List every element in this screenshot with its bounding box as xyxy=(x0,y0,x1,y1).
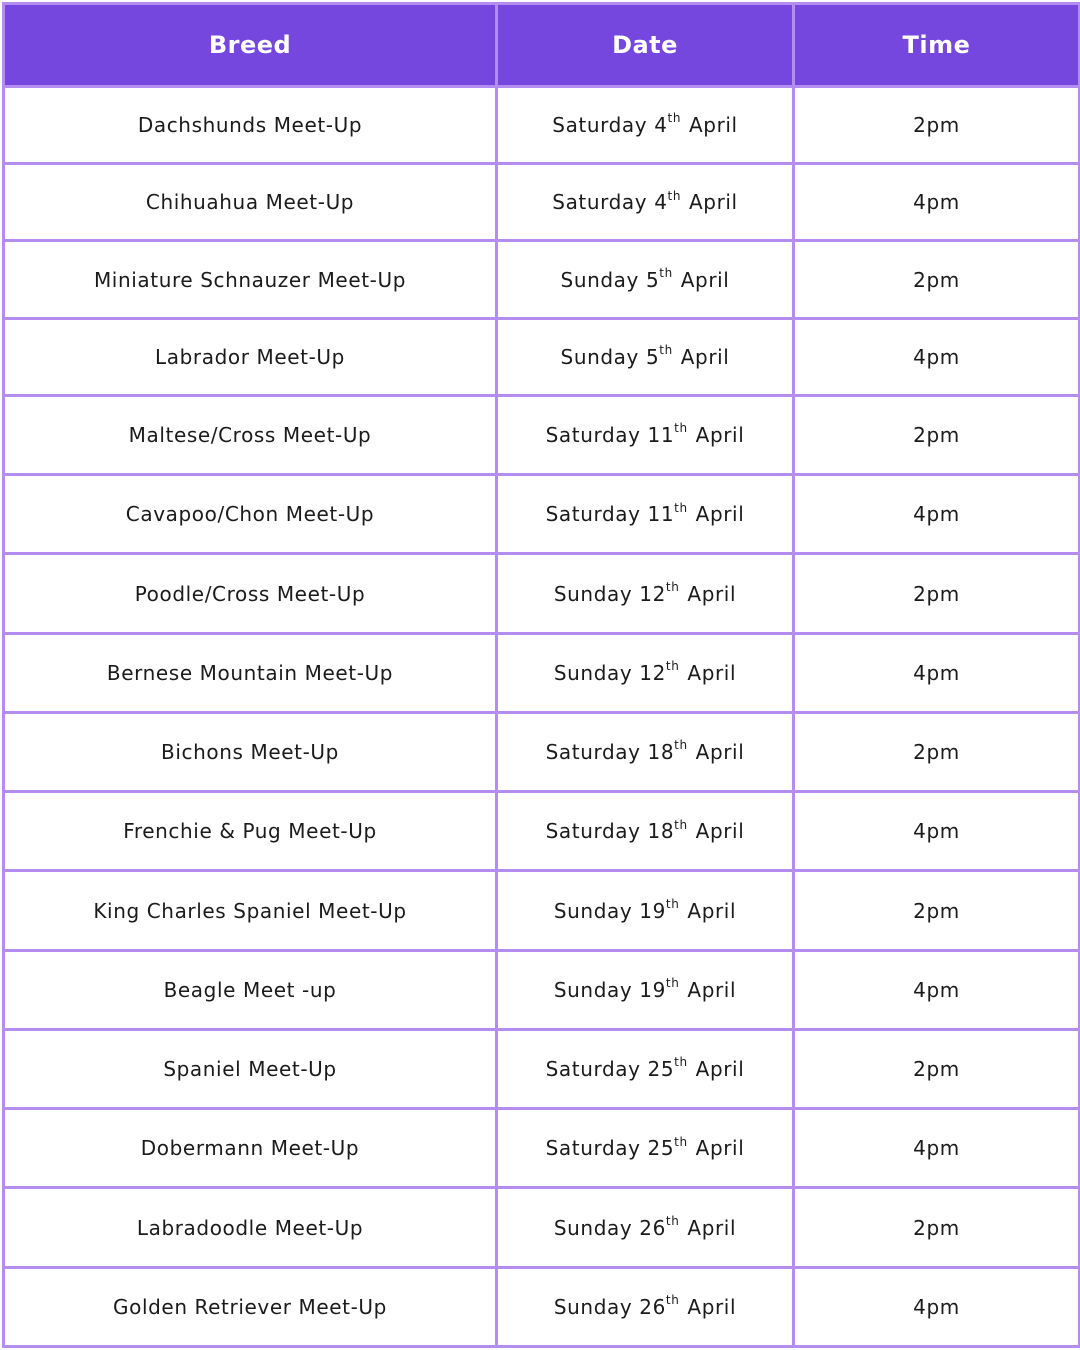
time-cell: 4pm xyxy=(794,164,1080,241)
breed-cell: Golden Retriever Meet-Up xyxy=(4,1267,497,1346)
date-cell xyxy=(497,871,794,950)
time-cell: 4pm xyxy=(794,475,1080,554)
date-month: April xyxy=(687,977,737,1002)
breed-cell: Labradoodle Meet-Up xyxy=(4,1188,497,1267)
date-day: Sunday xyxy=(553,581,633,606)
date-month: April xyxy=(687,1294,737,1319)
time-cell: 2pm xyxy=(794,554,1080,633)
date-ordinal-suffix: th xyxy=(674,1134,688,1149)
table-row xyxy=(4,633,1080,712)
date-number: 12 xyxy=(639,660,666,685)
date-number: 11 xyxy=(647,423,675,448)
date-ordinal-suffix: th xyxy=(667,188,682,203)
date-number: 26 xyxy=(639,1215,666,1240)
date-month: April xyxy=(680,344,730,369)
date-day: Sunday xyxy=(553,1215,633,1240)
breed-cell: Beagle Meet -up xyxy=(4,950,497,1029)
table-row xyxy=(4,712,1080,791)
date-number: 5 xyxy=(645,344,660,369)
breed-cell: Dobermann Meet-Up xyxy=(4,1109,497,1188)
date-number: 19 xyxy=(639,898,666,923)
time-cell: 2pm xyxy=(794,712,1080,791)
date-ordinal-suffix: th xyxy=(665,1213,680,1228)
date-number: 4 xyxy=(654,190,668,215)
date-number: 25 xyxy=(647,1136,675,1161)
header-date: Date xyxy=(497,4,794,87)
date-ordinal-suffix: th xyxy=(674,817,688,832)
date-ordinal-suffix: th xyxy=(665,579,680,594)
date-month: April xyxy=(687,660,737,685)
date-cell xyxy=(497,475,794,554)
date-cell xyxy=(497,1267,794,1346)
table-row xyxy=(4,871,1080,950)
date-cell xyxy=(497,395,794,474)
date-cell xyxy=(497,1188,794,1267)
date-number: 18 xyxy=(647,740,675,765)
time-cell: 4pm xyxy=(794,1109,1080,1188)
date-number: 18 xyxy=(647,819,675,844)
date-cell xyxy=(497,318,794,395)
date-ordinal-suffix: th xyxy=(659,343,673,358)
date-cell xyxy=(497,792,794,871)
date-number: 26 xyxy=(639,1294,666,1319)
date-month: April xyxy=(687,1215,737,1240)
time-cell: 2pm xyxy=(794,1188,1080,1267)
date-cell xyxy=(497,241,794,318)
date-number: 19 xyxy=(639,977,666,1002)
time-cell: 4pm xyxy=(794,633,1080,712)
header-time: Time xyxy=(794,4,1080,87)
date-number: 4 xyxy=(654,113,668,138)
date-month: April xyxy=(689,113,738,138)
table-row xyxy=(4,318,1080,395)
meetup-schedule-table xyxy=(2,2,1080,1348)
time-cell: 2pm xyxy=(794,871,1080,950)
date-ordinal-suffix: th xyxy=(667,111,682,126)
date-month: April xyxy=(687,581,737,606)
date-cell xyxy=(497,87,794,164)
table-row xyxy=(4,475,1080,554)
date-cell xyxy=(497,950,794,1029)
time-cell: 4pm xyxy=(794,792,1080,871)
time-cell: 2pm xyxy=(794,1029,1080,1108)
date-day: Saturday xyxy=(545,740,641,765)
breed-cell: Spaniel Meet-Up xyxy=(4,1029,497,1108)
date-number: 25 xyxy=(647,1057,675,1082)
breed-cell: Frenchie & Pug Meet-Up xyxy=(4,792,497,871)
time-cell: 2pm xyxy=(794,395,1080,474)
date-ordinal-suffix: th xyxy=(674,421,688,436)
breed-cell: Labrador Meet-Up xyxy=(4,318,497,395)
date-month: April xyxy=(695,740,745,765)
date-ordinal-suffix: th xyxy=(659,265,673,280)
table-row xyxy=(4,1109,1080,1188)
time-cell: 4pm xyxy=(794,1267,1080,1346)
header-breed: Breed xyxy=(4,4,497,87)
date-month: April xyxy=(687,898,737,923)
table-row xyxy=(4,1267,1080,1346)
breed-cell: Bichons Meet-Up xyxy=(4,712,497,791)
date-number: 5 xyxy=(645,267,660,292)
date-month: April xyxy=(695,819,745,844)
date-day: Sunday xyxy=(560,344,639,369)
date-ordinal-suffix: th xyxy=(665,659,680,674)
date-month: April xyxy=(695,1057,745,1082)
date-cell xyxy=(497,712,794,791)
table-row xyxy=(4,1188,1080,1267)
breed-cell: Cavapoo/Chon Meet-Up xyxy=(4,475,497,554)
date-ordinal-suffix: th xyxy=(674,738,688,753)
date-day: Sunday xyxy=(560,267,639,292)
date-number: 11 xyxy=(647,502,675,527)
table-row xyxy=(4,554,1080,633)
date-ordinal-suffix: th xyxy=(674,1055,688,1070)
table-row xyxy=(4,950,1080,1029)
breed-cell: Miniature Schnauzer Meet-Up xyxy=(4,241,497,318)
breed-cell: King Charles Spaniel Meet-Up xyxy=(4,871,497,950)
date-month: April xyxy=(689,190,738,215)
time-cell: 2pm xyxy=(794,241,1080,318)
breed-cell: Bernese Mountain Meet-Up xyxy=(4,633,497,712)
time-cell: 4pm xyxy=(794,318,1080,395)
date-cell xyxy=(497,1109,794,1188)
time-cell: 4pm xyxy=(794,950,1080,1029)
date-cell xyxy=(497,1029,794,1108)
date-cell xyxy=(497,554,794,633)
date-ordinal-suffix: th xyxy=(665,896,680,911)
date-day: Saturday xyxy=(545,1136,641,1161)
date-month: April xyxy=(680,267,730,292)
table-row xyxy=(4,164,1080,241)
date-ordinal-suffix: th xyxy=(674,500,688,515)
date-cell xyxy=(497,633,794,712)
table-row xyxy=(4,1029,1080,1108)
date-month: April xyxy=(695,423,745,448)
table-row xyxy=(4,87,1080,164)
date-cell xyxy=(497,164,794,241)
date-day: Saturday xyxy=(545,502,641,527)
time-cell: 2pm xyxy=(794,87,1080,164)
breed-cell: Chihuahua Meet-Up xyxy=(4,164,497,241)
date-day: Saturday xyxy=(552,113,648,138)
date-day: Saturday xyxy=(545,423,641,448)
breed-cell: Maltese/Cross Meet-Up xyxy=(4,395,497,474)
breed-cell: Dachshunds Meet-Up xyxy=(4,87,497,164)
date-day: Sunday xyxy=(553,660,633,685)
table-row xyxy=(4,792,1080,871)
date-day: Sunday xyxy=(553,977,633,1002)
date-ordinal-suffix: th xyxy=(665,976,680,991)
date-month: April xyxy=(695,502,745,527)
date-day: Sunday xyxy=(553,898,633,923)
breed-cell: Poodle/Cross Meet-Up xyxy=(4,554,497,633)
date-ordinal-suffix: th xyxy=(665,1293,680,1308)
date-day: Saturday xyxy=(552,190,648,215)
header-row xyxy=(4,4,1080,87)
date-month: April xyxy=(695,1136,745,1161)
table-row xyxy=(4,395,1080,474)
table-row xyxy=(4,241,1080,318)
date-day: Sunday xyxy=(553,1294,633,1319)
date-day: Saturday xyxy=(545,1057,641,1082)
date-number: 12 xyxy=(639,581,666,606)
date-day: Saturday xyxy=(545,819,641,844)
